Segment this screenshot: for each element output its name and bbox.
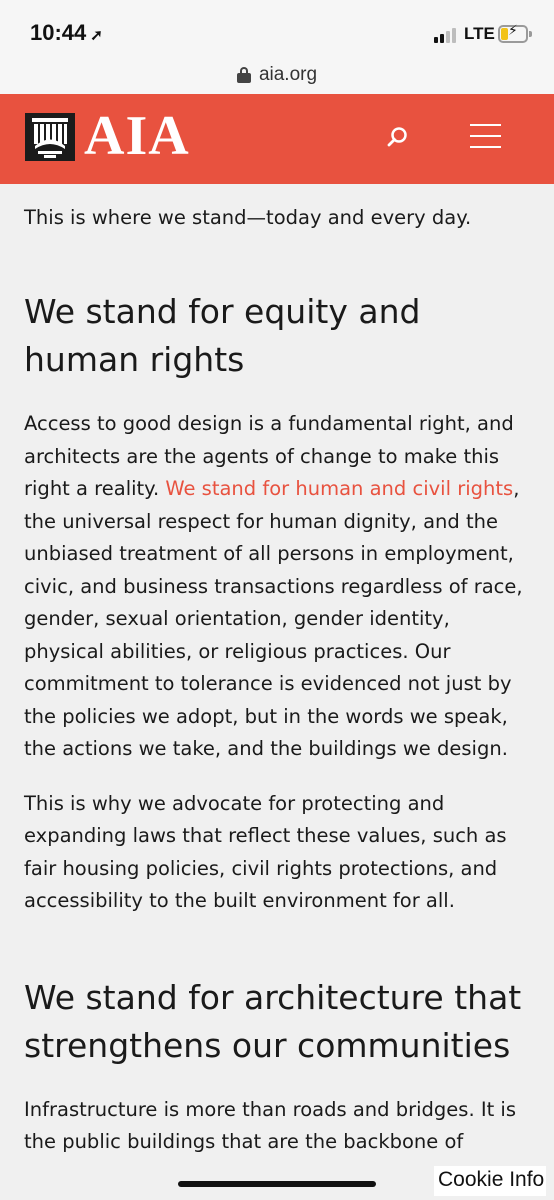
network-type: LTE	[464, 24, 495, 43]
search-icon[interactable]	[380, 122, 414, 156]
paragraph-text: Access to good design is a fundamental right, and architects are the agents of change to make this right a reality.	[24, 412, 514, 500]
logo-wordmark[interactable]: AIA	[84, 105, 190, 167]
battery-icon	[498, 25, 528, 43]
charging-bolt-icon: ⚡	[508, 23, 518, 39]
cookie-info-button[interactable]: Cookie Info	[434, 1166, 546, 1196]
browser-url-bar[interactable]	[0, 62, 554, 94]
cellular-signal-icon	[434, 28, 456, 43]
aia-logo-icon[interactable]	[25, 113, 75, 161]
lock-icon	[237, 67, 251, 83]
section-heading-equity: We stand for equity and human rights	[24, 292, 421, 379]
human-civil-rights-link[interactable]: We stand for human and civil rights	[165, 477, 514, 500]
advocacy-paragraph: This is why we advocate for protecting and expanding laws that reflect these values, such as fair housing policies, civil rights protections, and accessibility to the built environment for all.	[24, 791, 507, 912]
hamburger-menu-icon[interactable]	[466, 118, 506, 158]
battery-cap	[529, 31, 532, 37]
equity-paragraph	[24, 408, 530, 766]
location-arrow-icon: ➚	[90, 27, 103, 44]
home-indicator[interactable]	[178, 1181, 376, 1187]
status-bar	[0, 0, 554, 62]
paragraph-text: , the universal respect for human dignity, and the unbiased treatment of all persons in employment, civic, and business transactions regardless of race, gender, sexual orientation, gender identity, physical abilities, or religious practices. Our commitment to tolerance is evidenced not just by the policies we adopt, but in the words we speak, the actions we take, and the buildings we design.	[24, 477, 523, 760]
site-header	[0, 94, 554, 184]
article-content	[24, 184, 530, 1159]
time-text: 10:44	[30, 20, 87, 45]
url-text[interactable]: aia.org	[258, 64, 318, 85]
intro-text: This is where we stand—today and every day.	[24, 206, 472, 229]
infrastructure-paragraph: Infrastructure is more than roads and bridges. It is the public buildings that are the backbone of	[24, 1097, 517, 1153]
section-heading-communities: We stand for architecture that strengthens our communities	[24, 977, 522, 1065]
status-time	[30, 20, 103, 46]
